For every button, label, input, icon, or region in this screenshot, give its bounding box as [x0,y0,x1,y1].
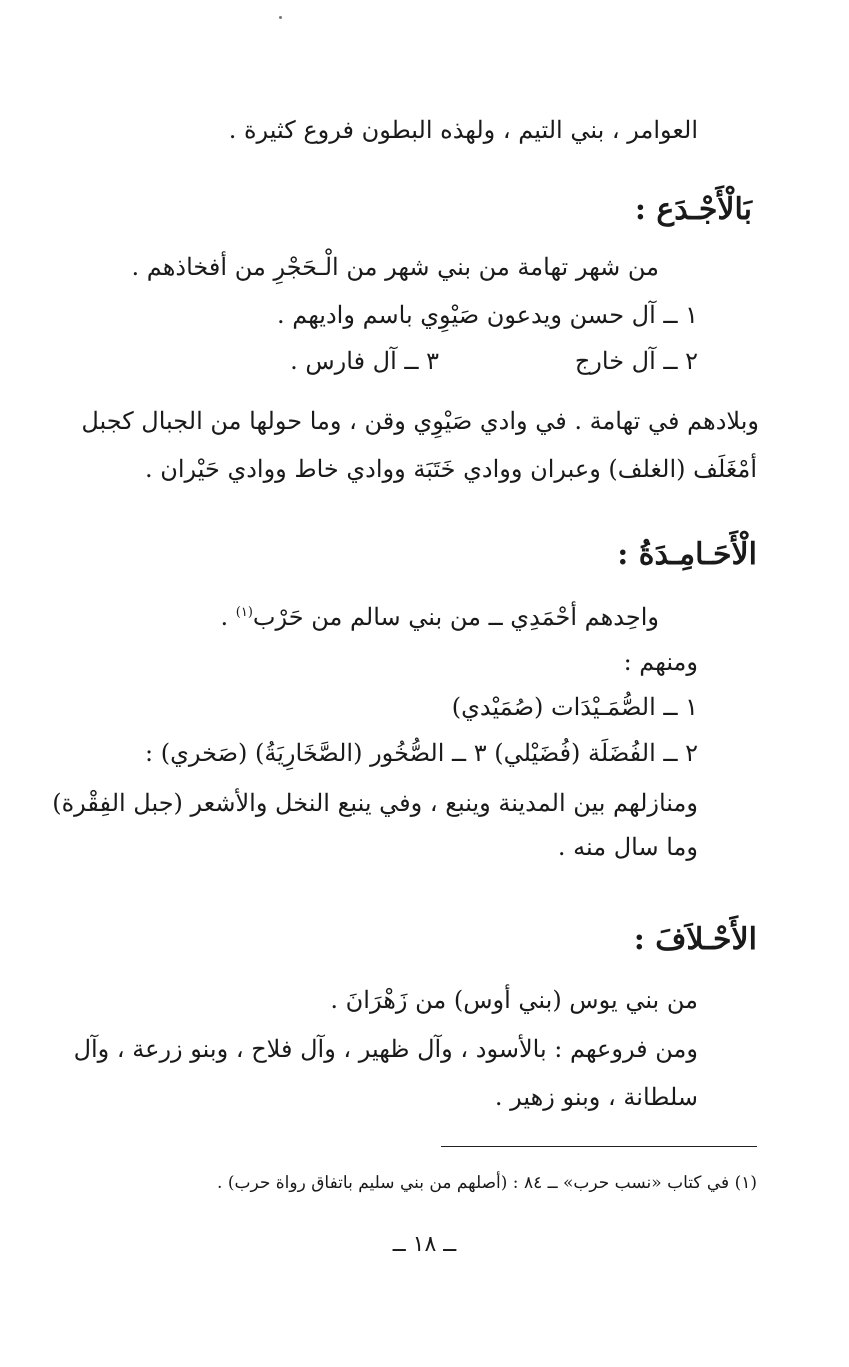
text-line: من شهر تهامة من بني شهر من الْـحَجْرِ من أفخاذهم . [131,253,659,281]
text-line [220,596,659,634]
scan-speck [279,16,282,19]
text-line: ومن فروعهم : بالأسود ، وآل ظهير ، وآل فلاح ، وبنو زرعة ، وآل [73,1035,698,1063]
list-item: ٢ ــ آل خارج [574,347,698,375]
list-item: ١ ــ الصُّمَـيْدَات (صُمَيْدي) [451,693,698,721]
page-number: ــ ١٨ ــ [392,1232,457,1257]
footnote-separator [441,1146,757,1147]
text-line: العوامر ، بني التيم ، ولهذه البطون فروع كثيرة . [228,116,698,144]
footnote-marker: (١) [235,605,253,620]
list-item: ٣ ــ آل فارس . [290,347,439,375]
text-line: ومنازلهم بين المدينة وينبع ، وفي ينبع النخل والأشعر (جبل الفِقْرة) [52,789,698,817]
text-line: أمْغَلَف (الغلف) وعبران ووادي خَتَبَة ووادي خاط ووادي حَيْران . [144,455,757,483]
text-line: وما سال منه . [557,833,698,861]
section-heading-ahlaf: الأَحْـلاَفَ : [633,922,757,957]
text-line: ومنهم : [623,648,698,676]
list-item: ٢ ــ الفُضَلَة (فُضَيْلي) ٣ ــ الصُّخُور (الصَّخَارِيَةُ) (صَخري) : [145,739,698,767]
section-heading-ajda: بَالْأَجْـدَع : [634,192,752,227]
footnote: (١) في كتاب «نسب حرب» ــ ٨٤ : (أصلهم من بني سليم باتفاق رواة حرب) . [217,1173,757,1193]
text-line: وبلادهم في تهامة . في وادي صَيْوِي وقن ، وما حولها من الجبال كجبل [81,407,759,435]
text-line-end: . [220,603,236,631]
text-line: من بني يوس (بني أوس) من زَهْرَانَ . [330,986,698,1014]
text-line-body: واحِدهم أحْمَدِي ــ من بني سالم من حَرْب [252,603,659,631]
text-line: سلطانة ، وبنو زهير . [494,1083,698,1111]
section-heading-ahamida: الْأَحَـامِـدَةُ : [617,537,757,572]
list-item: ١ ــ آل حسن ويدعون صَيْوِي باسم واديهم . [277,301,698,329]
